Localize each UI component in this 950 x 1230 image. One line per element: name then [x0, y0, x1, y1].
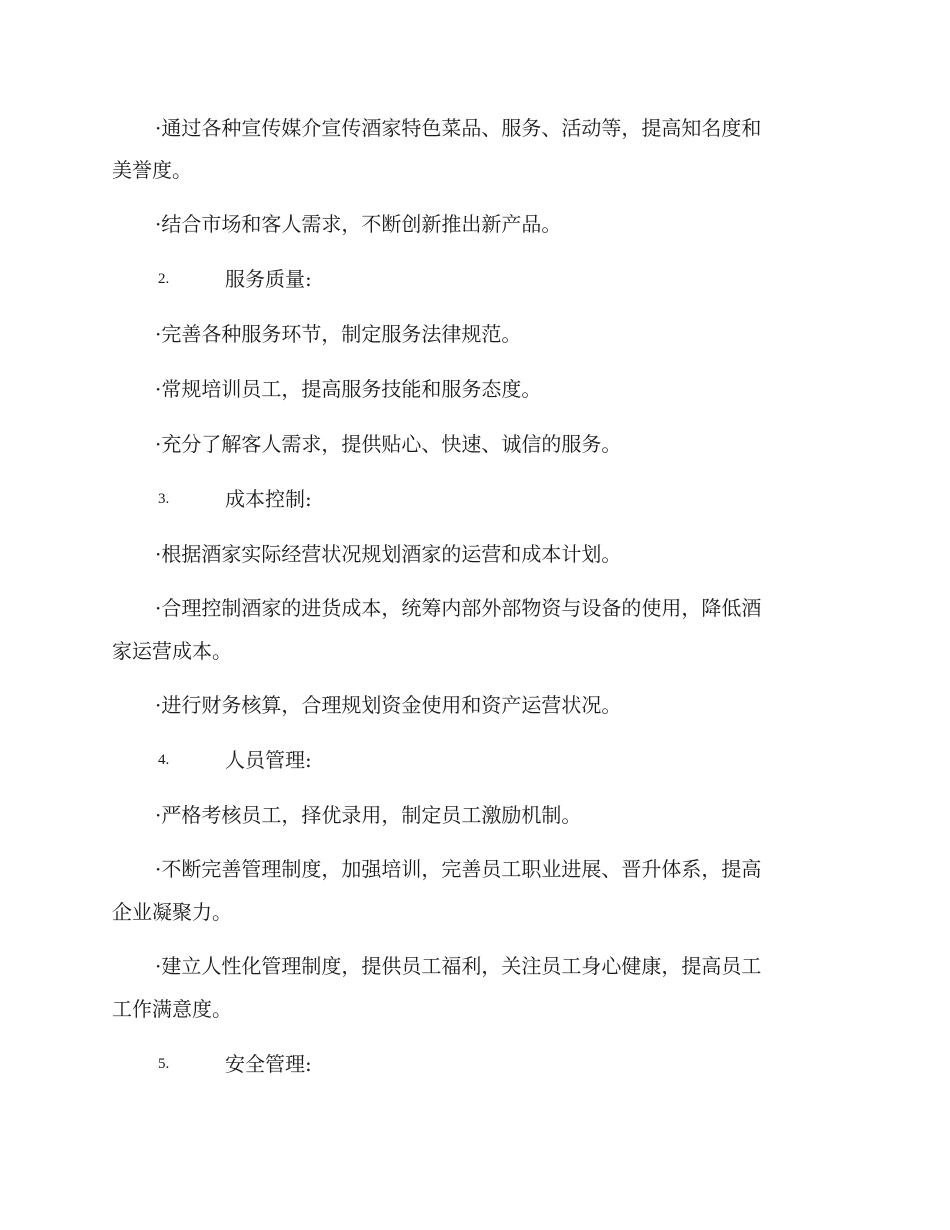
paragraph-line: ·常规培训员工，提高服务技能和服务态度。: [155, 377, 542, 401]
paragraph-line: 工作满意度。: [112, 997, 232, 1021]
section-heading: 成本控制:: [225, 487, 312, 511]
paragraph-line: ·根据酒家实际经营状况规划酒家的运营和成本计划。: [155, 542, 622, 566]
paragraph-line: 美誉度。: [112, 158, 192, 182]
paragraph-line: ·通过各种宣传媒介宣传酒家特色菜品、服务、活动等，提高知名度和: [155, 116, 762, 140]
paragraph-line: ·充分了解客人需求，提供贴心、快速、诚信的服务。: [155, 432, 622, 456]
paragraph-line: 企业凝聚力。: [112, 900, 232, 924]
section-heading: 人员管理:: [225, 748, 312, 772]
section-heading: 服务质量:: [225, 267, 312, 291]
paragraph-line: 家运营成本。: [112, 639, 232, 663]
section-number: 5.: [158, 1056, 170, 1072]
paragraph-line: ·严格考核员工，择优录用，制定员工激励机制。: [155, 803, 582, 827]
paragraph-line: ·结合市场和客人需求，不断创新推出新产品。: [155, 212, 562, 236]
paragraph-line: ·建立人性化管理制度，提供员工福利，关注员工身心健康，提高员工: [155, 954, 762, 978]
paragraph-line: ·不断完善管理制度，加强培训，完善员工职业进展、晋升体系，提高: [155, 857, 762, 881]
section-heading: 安全管理:: [225, 1052, 312, 1076]
paragraph-line: ·合理控制酒家的进货成本，统筹内部外部物资与设备的使用，降低酒: [155, 596, 762, 620]
section-number: 2.: [158, 271, 170, 287]
paragraph-line: ·进行财务核算，合理规划资金使用和资产运营状况。: [155, 693, 622, 717]
section-number: 4.: [158, 752, 170, 768]
section-number: 3.: [158, 491, 170, 507]
paragraph-line: ·完善各种服务环节，制定服务法律规范。: [155, 322, 522, 346]
